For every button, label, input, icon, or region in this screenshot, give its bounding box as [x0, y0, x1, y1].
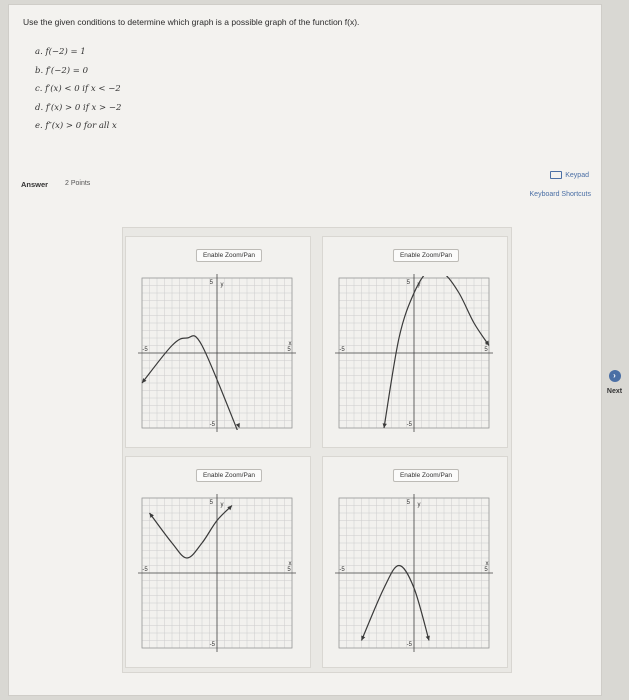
question-text: Use the given conditions to determine which graph is a possible graph of the function f(x). — [23, 17, 360, 27]
condition-b: b. f′(−2) = 0 — [35, 65, 89, 76]
graph-plot — [131, 487, 303, 659]
graph-choice-1[interactable] — [125, 236, 311, 448]
tick-label-ymax: 5 — [209, 280, 213, 286]
keypad-link[interactable] — [550, 171, 589, 179]
y-axis-label: y — [220, 282, 224, 288]
tick-label-xmin: -5 — [339, 567, 345, 573]
x-axis-label: x — [485, 561, 489, 567]
enable-zoom-pan-button[interactable]: Enable Zoom/Pan — [393, 469, 459, 482]
condition-c: c. f′(x) < 0 if x < −2 — [35, 84, 121, 94]
tick-label-xmax: 5 — [484, 567, 488, 573]
tick-label-ymin: -5 — [209, 422, 215, 428]
tick-label-xmax: 5 — [287, 567, 291, 573]
condition-a: a. f(−2) = 1 — [35, 47, 86, 57]
y-axis-label: y — [220, 502, 224, 508]
tick-label-xmax: 5 — [484, 347, 488, 353]
keyboard-icon — [550, 171, 562, 179]
next-label: Next — [606, 388, 623, 395]
x-axis-label: x — [288, 341, 292, 347]
tick-label-ymin: -5 — [406, 642, 412, 648]
tick-label-ymax: 5 — [406, 500, 410, 506]
graph-plot — [131, 267, 303, 439]
question-page — [8, 4, 602, 696]
tick-label-xmin: -5 — [142, 567, 148, 573]
graph-plot — [328, 487, 500, 659]
tick-label-xmin: -5 — [339, 347, 345, 353]
conditions-list — [35, 43, 121, 136]
function-curve — [150, 506, 233, 559]
keypad-label: Keypad — [565, 171, 589, 179]
graph-choice-2[interactable] — [322, 236, 508, 448]
graph-choice-3[interactable] — [125, 456, 311, 668]
tick-label-ymin: -5 — [406, 422, 412, 428]
y-axis-label: y — [417, 282, 421, 288]
answer-graph-choices — [122, 227, 512, 673]
points-label: 2 Points — [65, 180, 91, 187]
curve-arrow-start — [383, 423, 387, 428]
tick-label-xmax: 5 — [287, 347, 291, 353]
chevron-right-icon: › — [609, 370, 621, 382]
tick-label-xmin: -5 — [142, 347, 148, 353]
graph-plot — [328, 267, 500, 439]
enable-zoom-pan-button[interactable]: Enable Zoom/Pan — [393, 249, 459, 262]
keyboard-shortcuts-link[interactable]: Keyboard Shortcuts — [529, 191, 591, 198]
y-axis-label: y — [417, 502, 421, 508]
tick-label-ymax: 5 — [406, 280, 410, 286]
enable-zoom-pan-button[interactable]: Enable Zoom/Pan — [196, 469, 262, 482]
tick-label-ymax: 5 — [209, 500, 213, 506]
enable-zoom-pan-button[interactable]: Enable Zoom/Pan — [196, 249, 262, 262]
condition-e: e. f″(x) > 0 for all x — [35, 121, 117, 131]
condition-d: d. f′(x) > 0 if x > −2 — [35, 102, 122, 113]
x-axis-label: x — [288, 561, 292, 567]
answer-label: Answer — [21, 180, 49, 189]
tick-label-ymin: -5 — [209, 642, 215, 648]
next-button[interactable] — [600, 370, 629, 410]
graph-choice-4[interactable] — [322, 456, 508, 668]
